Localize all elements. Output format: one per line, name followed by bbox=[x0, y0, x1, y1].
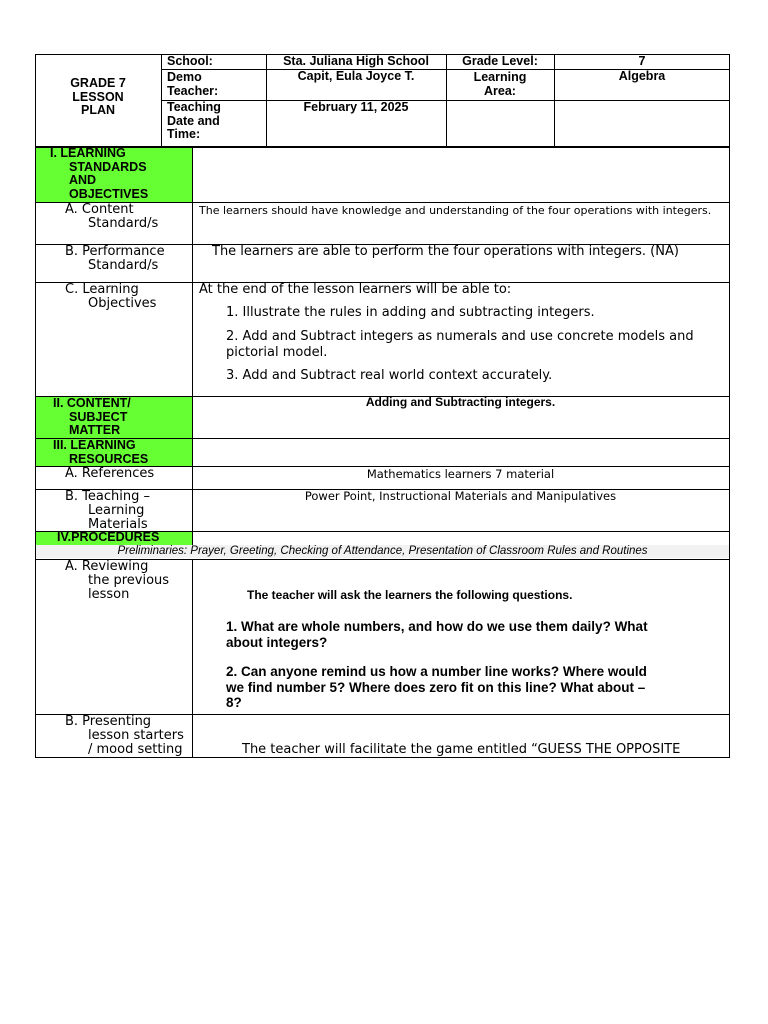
teaching-date-label: Teaching Date and Time: bbox=[167, 100, 221, 141]
content-standard-text: The learners should have knowledge and understanding of the four operations with integers. bbox=[199, 204, 712, 217]
school-label: School: bbox=[167, 54, 213, 68]
objective-1: 1. Illustrate the rules in adding and subtracting integers. bbox=[226, 305, 595, 320]
reviewing-intro: The teacher will ask the learners the following questions. bbox=[247, 588, 573, 602]
objectives-intro: At the end of the lesson learners will be able to: bbox=[199, 282, 512, 297]
teaching-materials-label: B. Teaching – Learning Materials bbox=[65, 489, 151, 532]
demo-teacher-value: Capit, Eula Joyce T. bbox=[297, 69, 415, 83]
teaching-date-value: February 11, 2025 bbox=[303, 100, 409, 114]
presenting-label: B. Presenting lesson starters / mood setting bbox=[65, 714, 184, 757]
objective-2-cont: pictorial model. bbox=[226, 345, 328, 360]
performance-standard-text: The learners are able to perform the four operations with integers. (NA) bbox=[212, 244, 679, 259]
presenting-text: The teacher will facilitate the game entitled “GUESS THE OPPOSITE bbox=[242, 742, 681, 757]
learning-area-value: Algebra bbox=[618, 69, 666, 83]
section-4-title: IV.PROCEDURES bbox=[57, 530, 160, 544]
grade-level-label: Grade Level: bbox=[462, 54, 538, 68]
learning-objectives-label: C. Learning Objectives bbox=[65, 282, 157, 311]
references-label: A. References bbox=[65, 466, 155, 481]
reviewing-label: A. Reviewing the previous lesson bbox=[65, 559, 170, 602]
grade-level-value: 7 bbox=[638, 54, 646, 68]
performance-standard-label: B. Performance Standard/s bbox=[65, 244, 165, 273]
preliminaries-text: Preliminaries: Prayer, Greeting, Checking of Attendance, Presentation of Classroom Rules and Routines bbox=[36, 545, 729, 558]
teaching-materials-text: Power Point, Instructional Materials and Manipulatives bbox=[304, 489, 617, 503]
section-2-title: II. CONTENT/ SUBJECT MATTER bbox=[53, 396, 131, 437]
content-standard-label: A. Content Standard/s bbox=[65, 202, 159, 231]
objective-3: 3. Add and Subtract real world context accurately. bbox=[226, 368, 553, 383]
section-1-title: I. LEARNING STANDARDS AND OBJECTIVES bbox=[50, 146, 149, 201]
learning-area-label: Learning Area: bbox=[473, 70, 527, 98]
question-2: 2. Can anyone remind us how a number line works? Where would we find number 5? Where does zero fit on this line? What about – 8? bbox=[226, 664, 647, 710]
school-value: Sta. Juliana High School bbox=[283, 54, 429, 68]
demo-teacher-label: Demo Teacher: bbox=[167, 70, 219, 98]
objective-2: 2. Add and Subtract integers as numerals and use concrete models and bbox=[226, 329, 694, 344]
question-1: 1. What are whole numbers, and how do we use them daily? What about integers? bbox=[226, 619, 648, 650]
content-subject-text: Adding and Subtracting integers. bbox=[365, 395, 556, 409]
lesson-plan-title: GRADE 7 LESSON PLAN bbox=[70, 76, 126, 117]
section-3-title: III. LEARNING RESOURCES bbox=[53, 438, 149, 466]
references-text: Mathematics learners 7 material bbox=[366, 467, 555, 481]
